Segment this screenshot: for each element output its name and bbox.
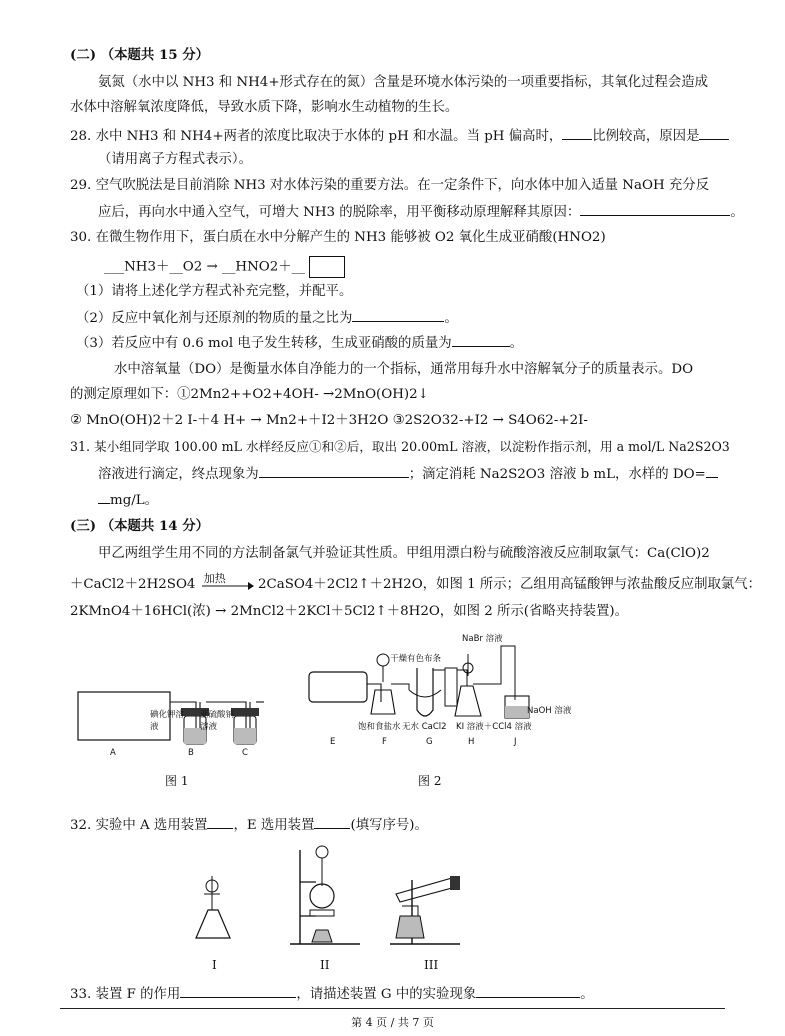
figure-2-letter-j: J: [514, 737, 517, 747]
figure-2-caption: 图 2: [418, 774, 442, 788]
question-28-text-a: 水中 NH3 和 NH4+两者的浓度比取决于水体的 pH 和水温。当 pH 偏高时，: [95, 129, 563, 144]
figure-1-label-b: B: [188, 748, 194, 758]
intro2-part-b: 2CaSO4＋2Cl2↑＋2H2O，如图 1 所示；乙组用高锰酸钾与浓盐酸反应制取氯气：: [257, 577, 762, 592]
question-number: 33.: [70, 987, 92, 1002]
question-29-line2-text: 应后，再向水中通入空气，可增大 NH3 的脱除率，用平衡移动原理解释其原因：: [98, 205, 581, 220]
section-2-intro-line2: 水体中溶解氧浓度降低，导致水质下降，影响水生动植物的生长。: [70, 100, 459, 115]
apparatus-label-iii: III: [424, 958, 439, 972]
answer-blank[interactable]: [699, 126, 729, 140]
figure-2-top-label: NaBr 溶液: [462, 634, 503, 644]
question-29-line1: 空气吹脱法是目前消除 NH3 对水体污染的重要方法。在一定条件下，向水体中加入适量 NaOH 充分反: [95, 178, 710, 193]
question-31-line2a: 溶液进行滴定，终点现象为: [98, 467, 259, 482]
answer-blank[interactable]: [580, 202, 730, 216]
intro2-part-a: ＋CaCl2＋2H2SO4: [70, 577, 196, 592]
question-33: [70, 984, 594, 1004]
figure-1-solution-b: 碘化钾溶液: [150, 710, 185, 732]
answer-blank[interactable]: [476, 984, 580, 998]
section-3-intro-line2: [70, 574, 761, 594]
figure-2-naoh-label: NaOH 溶液: [527, 706, 572, 716]
question-32-text-b: ，E 选用装置: [233, 818, 315, 833]
question-31-line2: [98, 464, 718, 484]
page-footer: 第 4 页 / 共 7 页: [351, 1016, 434, 1029]
answer-blank[interactable]: [98, 490, 110, 504]
question-31-line2b: ；滴定消耗 Na2S2O3 溶液 b mL，水样的 DO=: [408, 467, 706, 482]
figure-1-caption: 图 1: [165, 774, 189, 788]
reaction-arrow-icon: [200, 580, 254, 594]
section-2-header: (二) （本题共 15 分）: [70, 47, 210, 63]
answer-blank[interactable]: [207, 815, 233, 829]
question-number: 32.: [70, 818, 92, 833]
question-29: [70, 177, 709, 195]
section-3-intro-line3: 2KMnO4＋16HCl(浓) → 2MnCl2＋2KCl＋5Cl2↑＋8H2O，如图 2 所示(省略夹持装置)。: [70, 604, 628, 619]
question-31-line3: [98, 490, 158, 510]
question-33-text-c: 。: [580, 987, 594, 1002]
answer-blank[interactable]: [562, 126, 592, 140]
answer-blank[interactable]: [352, 308, 444, 322]
equation-answer-box[interactable]: [309, 256, 345, 278]
figure-2-g-label: 无水 CaCl2: [402, 722, 447, 732]
figure-2-letter-h: H: [468, 737, 475, 747]
apparatus-label-ii: II: [320, 958, 330, 972]
figure-2-f-label: 饱和食盐水: [358, 722, 401, 732]
question-31-line1: 某小组同学取 100.00 mL 水样经反应①和②后，取出 20.00mL 溶液，以淀粉作指示剂，用 a mol/L Na2S2O3: [94, 439, 730, 454]
answer-blank[interactable]: [180, 984, 296, 998]
figure-2-cloth-label: 干燥有色布条: [390, 654, 442, 664]
do-intro-line3: ② MnO(OH)2＋2 I-＋4 H+ → Mn2+＋I2＋3H2O ③2S2O32-+I2 → S4O62-+2I-: [70, 413, 588, 428]
question-32: [70, 815, 428, 835]
heat-arrow: [200, 574, 254, 588]
question-28-line2: （请用离子方程式表示）。: [98, 152, 252, 167]
question-32-text-a: 实验中 A 选用装置: [95, 818, 208, 833]
answer-blank[interactable]: [452, 333, 510, 347]
question-30-sub3: （3）若反应中有 0.6 mol 电子发生转移，生成亚硝酸的质量为 。: [76, 333, 523, 353]
question-30-equation: [104, 256, 345, 278]
question-28: [70, 126, 729, 146]
question-31: [70, 438, 730, 456]
section-2-intro-line1: 氨氮（水中以 NH3 和 NH4+形式存在的氮）含量是环境水体污染的一项重要指标，其氧化过程会造成: [98, 75, 709, 90]
section-3-intro-line1: 甲乙两组学生用不同的方法制备氯气并验证其性质。甲组用漂白粉与硫酸溶液反应制取氯气：Ca(ClO)2: [98, 546, 710, 561]
answer-blank[interactable]: [314, 815, 350, 829]
figure-2-letter-f: F: [382, 737, 387, 747]
question-30-sub1: （1）请将上述化学方程式补充完整，并配平。: [76, 284, 353, 299]
figure-2-letter-g: G: [426, 737, 433, 747]
answer-blank[interactable]: [259, 464, 409, 478]
question-31-line3-text: mg/L。: [110, 493, 159, 508]
question-30-sub2-text: （2）反应中氧化剂与还原剂的物质的量之比为: [76, 311, 353, 326]
question-33-text-a: 装置 F 的作用: [95, 987, 181, 1002]
heat-label: 加热: [203, 572, 226, 585]
figure-2-h-label: KI 溶液＋CCl4 溶液: [456, 722, 532, 732]
question-33-text-b: ，请描述装置 G 中的实验现象: [296, 987, 477, 1002]
figure-2-letter-e: E: [330, 737, 336, 747]
do-intro-line1: 水中溶氧量（DO）是衡量水体自净能力的一个指标，通常用每升水中溶解氧分子的质量表示。DO: [114, 362, 694, 377]
footer-divider: [60, 1008, 725, 1009]
question-30-sub2: （2）反应中氧化剂与还原剂的物质的量之比为 。: [76, 308, 458, 328]
figure-1-label-c: C: [242, 748, 248, 758]
question-28-text-b: 比例较高，原因是: [592, 129, 700, 144]
question-number: 29.: [70, 178, 92, 193]
question-number: 31.: [70, 439, 91, 454]
equation-text: ___NH3＋__O2 → __HNO2＋__: [104, 259, 306, 275]
question-30-line1: 在微生物作用下，蛋白质在水中分解产生的 NH3 能够被 O2 氧化生成亚硝酸(HNO2): [95, 230, 606, 245]
question-30: [70, 229, 606, 247]
question-number: 30.: [70, 230, 92, 245]
apparatus-options: [190, 842, 480, 950]
figure-1-label-a: A: [110, 748, 116, 758]
question-32-text-c: (填写序号)。: [350, 818, 428, 833]
apparatus-label-i: I: [212, 958, 217, 972]
question-29-line2: 应后，再向水中通入空气，可增大 NH3 的脱除率，用平衡移动原理解释其原因： 。: [98, 202, 744, 222]
question-30-sub3-text: （3）若反应中有 0.6 mol 电子发生转移，生成亚硝酸的质量为: [76, 336, 452, 351]
do-intro-line2: 的测定原理如下：①2Mn2++O2+4OH- →2MnO(OH)2↓: [70, 387, 429, 402]
question-number: 28.: [70, 129, 92, 144]
figure-1-solution-c: 亚硫酸钠溶液: [200, 710, 235, 732]
answer-blank[interactable]: [706, 464, 718, 478]
section-3-header: (三) （本题共 14 分）: [70, 518, 210, 534]
